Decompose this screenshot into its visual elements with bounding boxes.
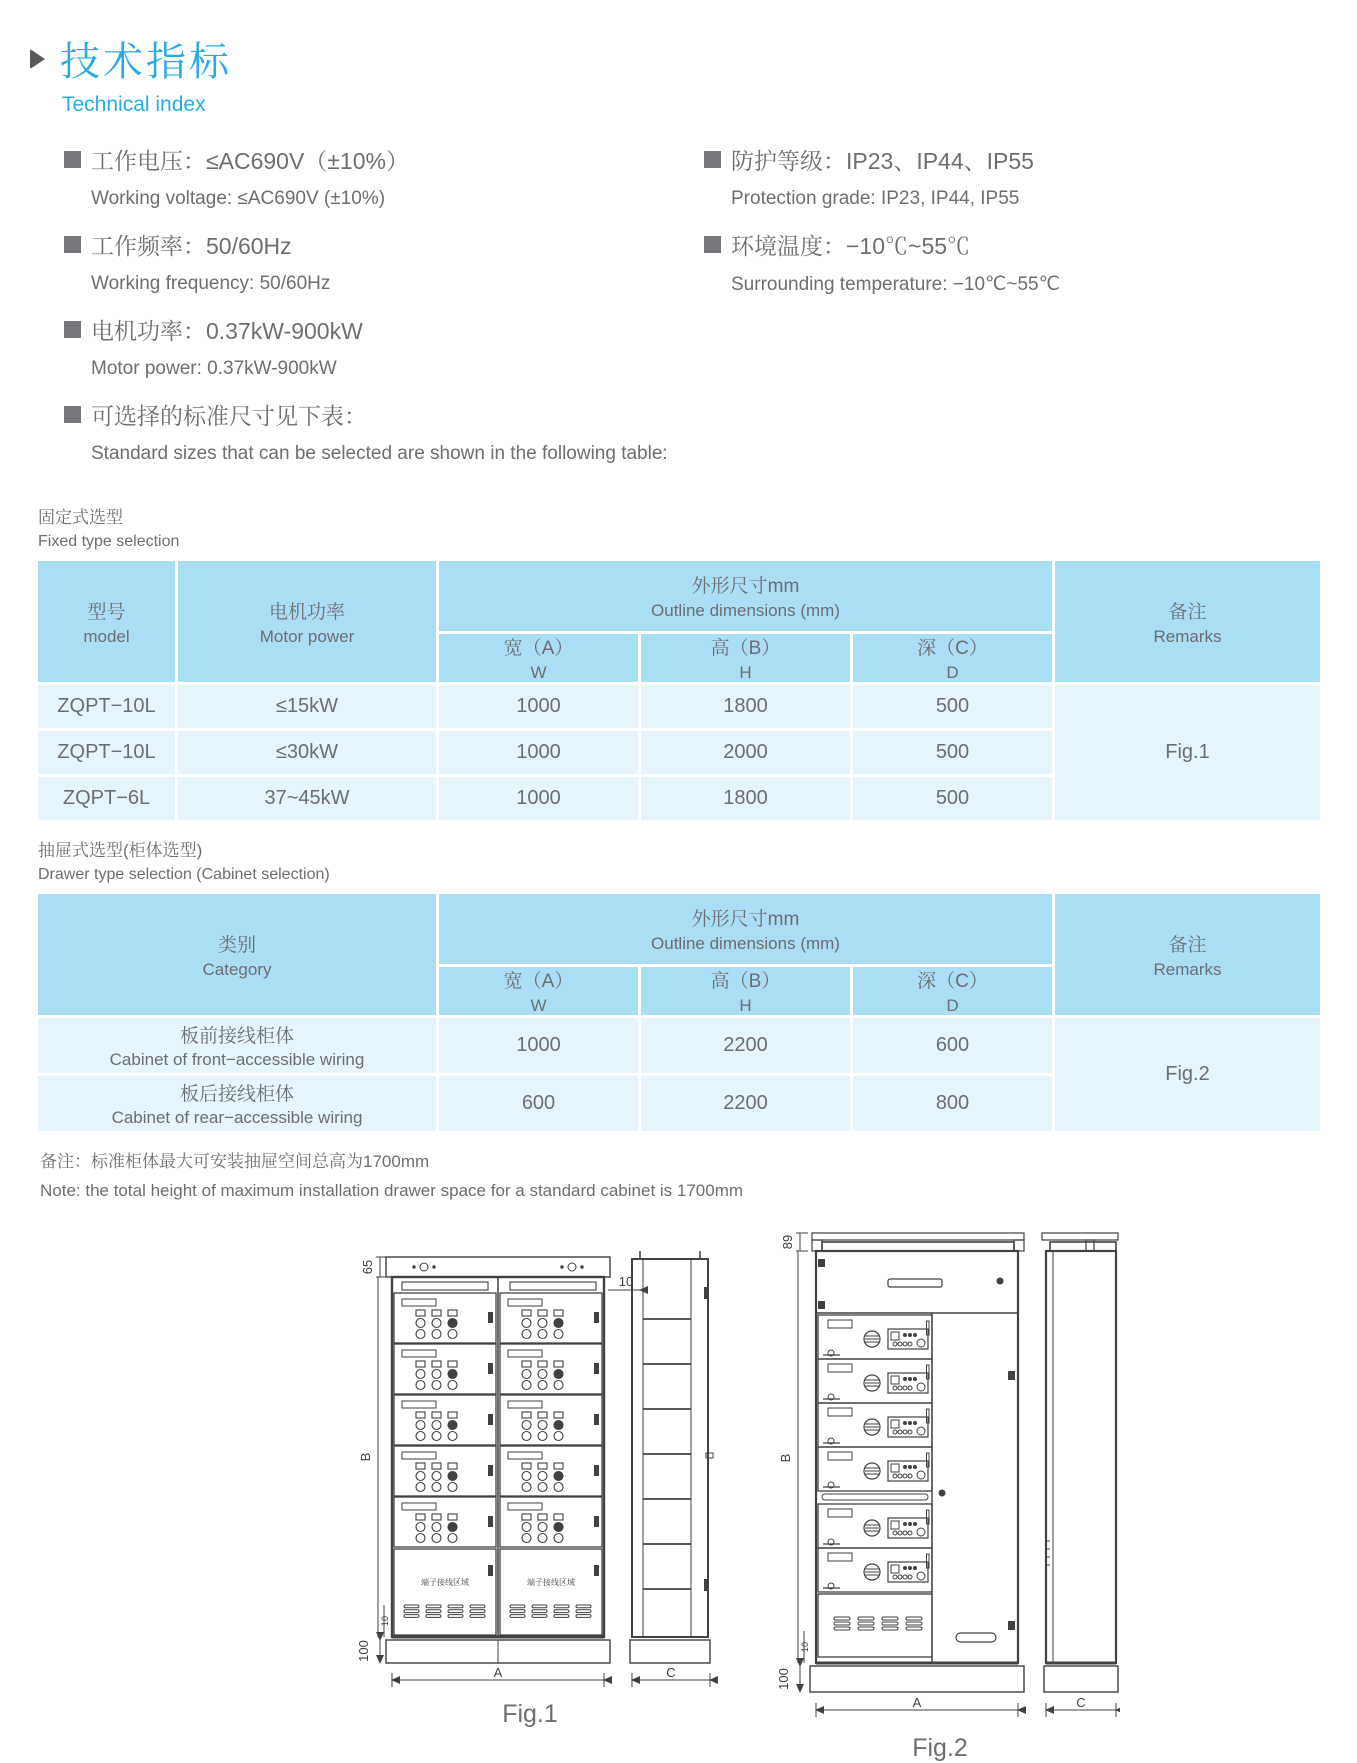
fig2-dim-89: 89 <box>780 1234 795 1250</box>
spec-text-cn: 防护等级：IP23、IP44、IP55 <box>731 148 1034 174</box>
fig2-drawing <box>760 1223 1120 1728</box>
square-bullet-icon <box>704 236 721 253</box>
fig2-dim-C: C <box>1076 1695 1086 1710</box>
section-title-en: Drawer type selection (Cabinet selection) <box>38 866 330 883</box>
cell-remark-fig1: Fig.1 <box>1055 685 1320 820</box>
fig1-dim-A: A <box>493 1665 503 1680</box>
header-category: 类别 Category <box>38 894 436 1015</box>
header-width-a: 宽（A） W <box>439 967 638 1015</box>
section-title-en: Fixed type selection <box>38 533 180 550</box>
fig2-dim-100: 100 <box>776 1668 791 1690</box>
cell-depth: 500 <box>853 685 1052 728</box>
page-subtitle: Technical index <box>62 93 206 116</box>
header-depth-c: 深（C） D <box>853 634 1052 682</box>
fig1-drawing <box>340 1249 720 1694</box>
spec-item-surrounding-temperature <box>704 228 1357 296</box>
cell-height: 2200 <box>641 1018 850 1073</box>
square-bullet-icon <box>64 151 81 168</box>
fig1-caption: Fig.1 <box>502 1700 558 1728</box>
cell-width: 1000 <box>439 685 638 728</box>
fig2-dim-10: 10 <box>800 1641 810 1653</box>
spec-item-standard-sizes <box>64 398 1357 483</box>
cell-power: 37~45kW <box>178 777 436 820</box>
cell-depth: 800 <box>853 1076 1052 1131</box>
fig1-dim-C: C <box>666 1665 676 1680</box>
page-header <box>0 0 1357 87</box>
cell-height: 2000 <box>641 731 850 774</box>
cell-model: ZQPT−6L <box>38 777 175 820</box>
header-motor-power: 电机功率 Motor power <box>178 561 436 682</box>
page-title: 技术指标 <box>60 40 232 84</box>
note-cn: 备注：标准柜体最大可安装抽屉空间总高为1700mm <box>40 1152 430 1171</box>
fig2-dim-B: B <box>778 1453 793 1463</box>
cell-model: ZQPT−10L <box>38 685 175 728</box>
fig1-terminal-area-label: 端子接线区域 <box>527 1578 575 1587</box>
cell-depth: 500 <box>853 777 1052 820</box>
figures-row <box>340 1223 1357 1763</box>
cell-width: 600 <box>439 1076 638 1131</box>
header-height-b: 高（B） H <box>641 967 850 1015</box>
square-bullet-icon <box>64 321 81 338</box>
fig2-caption: Fig.2 <box>912 1734 968 1762</box>
header-outline-dimensions: 外形尺寸mm Outline dimensions (mm) <box>439 894 1052 964</box>
cell-model: ZQPT−10L <box>38 731 175 774</box>
cell-width: 1000 <box>439 731 638 774</box>
cell-depth: 600 <box>853 1018 1052 1073</box>
spec-text-en: Working voltage: ≤AC690V (±10%) <box>91 188 386 209</box>
fig1-side-view <box>630 1251 713 1687</box>
cell-power: ≤15kW <box>178 685 436 728</box>
section-title-cn: 固定式选型 <box>38 508 123 527</box>
table-note <box>40 1147 1357 1201</box>
spec-text-cn: 工作电压：≤AC690V（±10%） <box>91 148 409 174</box>
cell-power: ≤30kW <box>178 731 436 774</box>
cell-category-rear-wiring: 板后接线柜体 Cabinet of rear−accessible wiring <box>38 1076 436 1131</box>
fig2-dim-A: A <box>912 1695 922 1710</box>
spec-text-cn: 可选择的标准尺寸见下表： <box>91 403 367 429</box>
fig1-dim-10-top: 10 <box>618 1274 634 1289</box>
spec-text-en: Protection grade: IP23, IP44, IP55 <box>731 188 1020 209</box>
cell-width: 1000 <box>439 777 638 820</box>
header-remarks: 备注 Remarks <box>1055 894 1320 1015</box>
header-height-b: 高（B） H <box>641 634 850 682</box>
fixed-type-table <box>38 561 1320 820</box>
figure-2 <box>760 1223 1120 1763</box>
spec-text-cn: 环境温度：−10℃~55℃ <box>731 233 971 259</box>
spec-item-working-voltage <box>64 143 704 210</box>
header-width-a: 宽（A） W <box>439 634 638 682</box>
spec-item-motor-power <box>64 313 704 380</box>
header-depth-c: 深（C） D <box>853 967 1052 1015</box>
fig2-front-view <box>810 1233 1024 1692</box>
square-bullet-icon <box>704 151 721 168</box>
spec-item-protection-grade <box>704 143 1357 210</box>
spec-text-en: Motor power: 0.37kW-900kW <box>91 358 337 379</box>
spec-text-en: Standard sizes that can be selected are shown in the following table: <box>91 443 668 464</box>
spec-text-en: Working frequency: 50/60Hz <box>91 273 331 294</box>
fig1-dim-65: 65 <box>360 1259 375 1275</box>
cell-category-front-wiring: 板前接线柜体 Cabinet of front−accessible wiring <box>38 1018 436 1073</box>
spec-item-working-frequency <box>64 228 704 295</box>
square-bullet-icon <box>64 406 81 423</box>
cell-width: 1000 <box>439 1018 638 1073</box>
cell-height: 2200 <box>641 1076 850 1131</box>
drawer-type-table <box>38 894 1320 1131</box>
cell-height: 1800 <box>641 685 850 728</box>
spec-column-left <box>64 143 704 398</box>
cell-depth: 500 <box>853 731 1052 774</box>
spec-text-en: Surrounding temperature: −10℃~55℃ <box>731 274 1060 295</box>
cell-remark-fig2: Fig.2 <box>1055 1018 1320 1131</box>
spec-list <box>64 143 1357 487</box>
fig1-dim-B: B <box>358 1452 373 1462</box>
spec-text-cn: 电机功率：0.37kW-900kW <box>91 318 363 344</box>
fig1-dim-100: 100 <box>356 1640 371 1662</box>
header-model: 型号 model <box>38 561 175 682</box>
square-bullet-icon <box>64 236 81 253</box>
drawer-table-section-title <box>38 836 1357 884</box>
header-remarks: 备注 Remarks <box>1055 561 1320 682</box>
cell-height: 1800 <box>641 777 850 820</box>
fixed-table-section-title <box>38 503 1357 551</box>
spec-text-cn: 工作频率：50/60Hz <box>91 233 292 259</box>
section-title-cn: 抽屉式选型(柜体选型) <box>38 841 203 860</box>
fig1-dim-10-bottom: 10 <box>380 1615 390 1627</box>
figure-1 <box>340 1249 720 1729</box>
note-en: Note: the total height of maximum installation drawer space for a standard cabinet is 1700mm <box>40 1181 744 1200</box>
spec-column-right <box>704 143 1357 398</box>
triangle-bullet-icon <box>30 49 45 69</box>
header-outline-dimensions: 外形尺寸mm Outline dimensions (mm) <box>439 561 1052 631</box>
fig2-side-view <box>1042 1233 1118 1717</box>
fig1-terminal-area-label: 端子接线区域 <box>421 1578 469 1587</box>
fig1-front-view <box>386 1257 610 1663</box>
